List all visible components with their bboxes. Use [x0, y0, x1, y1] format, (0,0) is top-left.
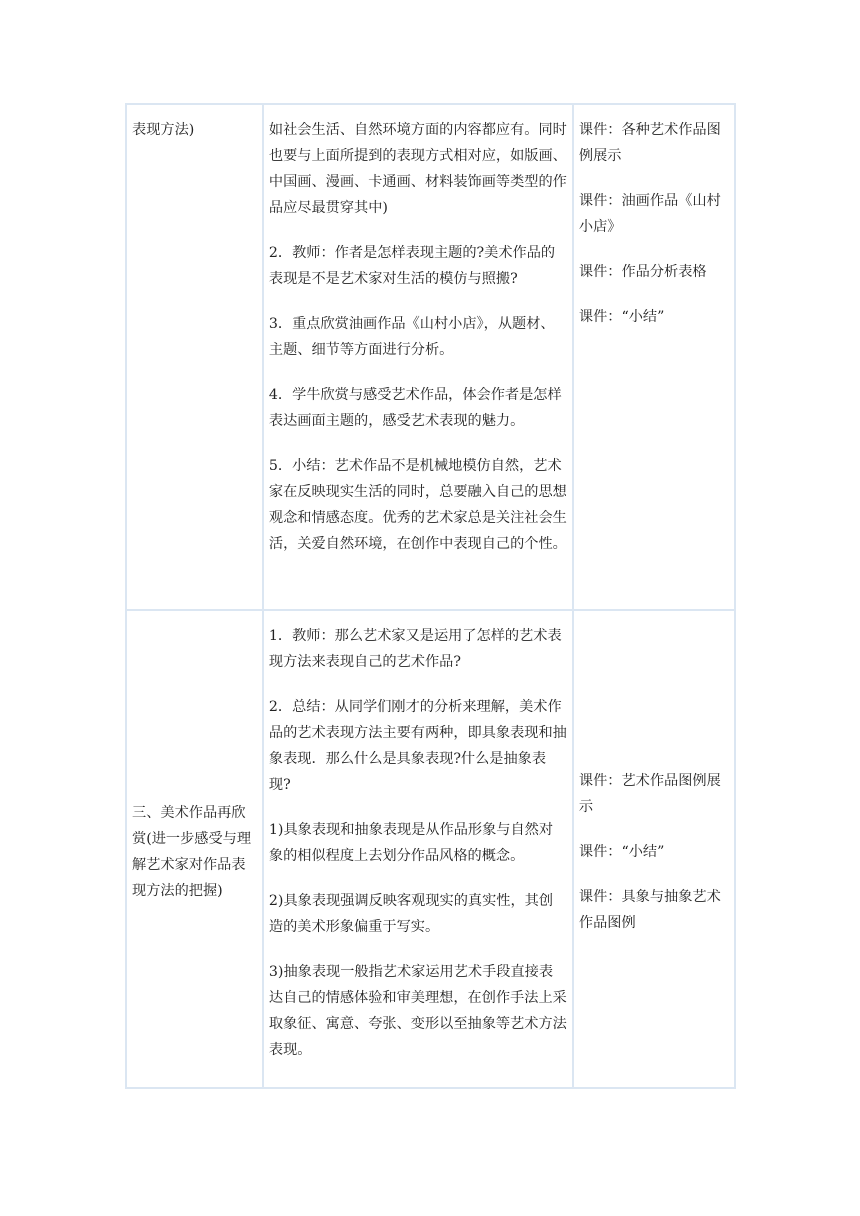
activities-cell	[263, 104, 573, 610]
stage-cell	[126, 610, 263, 1088]
resource-item: 课件：“小结”	[578, 309, 665, 325]
activity-paragraph: 如社会生活、自然环境方面的内容都应有。同时也要与上面所提到的表现方式相对应，如版画、中国画、漫画、卡通画、材料装饰画等类型的作品应尽最贯穿其中)	[268, 122, 567, 216]
resource-item: 课件：“小结”	[578, 844, 665, 860]
resource-item: 课件：艺术作品图例展示	[578, 773, 721, 815]
activity-paragraph: 2)具象表现强调反映客观现实的真实性，其创造的美术形象偏重于写实。	[268, 893, 554, 935]
activities-cell	[263, 610, 573, 1088]
stage-label: 表现方法)	[132, 122, 195, 138]
table-row	[126, 610, 735, 1088]
lesson-plan-table	[125, 103, 736, 1089]
activity-paragraph: 1)具象表现和抽象表现是从作品形象与自然对象的相似程度上去划分作品风格的概念。	[268, 822, 554, 864]
resources-cell	[573, 104, 735, 610]
resource-item: 课件：油画作品《山村小店》	[578, 193, 721, 235]
activity-paragraph: 4．学牛欣赏与感受艺术作品，体会作者是怎样表达画面主题的，感受艺术表现的魅力。	[268, 387, 562, 429]
stage-cell	[126, 104, 263, 610]
activity-paragraph: 3)抽象表现一般指艺术家运用艺术手段直接表达自己的情感体验和审美理想，在创作手法上采取象征、寓意、夸张、变形以至抽象等艺术方法表现。	[268, 964, 567, 1058]
activity-paragraph: 5．小结：艺术作品不是机械地模仿自然，艺术家在反映现实生活的同时，总要融入自己的思想观念和情感态度。优秀的艺术家总是关注社会生活，关爱自然环境，在创作中表现自己的个性。	[268, 458, 567, 552]
activity-paragraph: 2．教师：作者是怎样表现主题的?美术作品的表现是不是艺术家对生活的模仿与照搬?	[268, 245, 556, 287]
resources-cell	[573, 610, 735, 1088]
resource-item: 课件：各种艺术作品图例展示	[578, 122, 721, 164]
stage-label: 三、美术作品再欣赏(进一步感受与理解艺术家对作品表现方法的把握)	[132, 805, 252, 899]
resource-item: 课件：具象与抽象艺术作品图例	[578, 889, 721, 931]
resource-item: 课件：作品分析表格	[578, 264, 707, 280]
activity-paragraph: 1．教师：那么艺术家又是运用了怎样的艺术表现方法来表现自己的艺术作品?	[268, 628, 562, 670]
activity-paragraph: 3．重点欣赏油画作品《山村小店》，从题材、主题、细节等方面进行分析。	[268, 316, 555, 358]
activity-paragraph: 2．总结：从同学们刚才的分析来理解，美术作品的艺术表现方法主要有两种，即具象表现和抽象表现．那么什么是具象表现?什么是抽象表现?	[268, 699, 567, 793]
table-row	[126, 104, 735, 610]
